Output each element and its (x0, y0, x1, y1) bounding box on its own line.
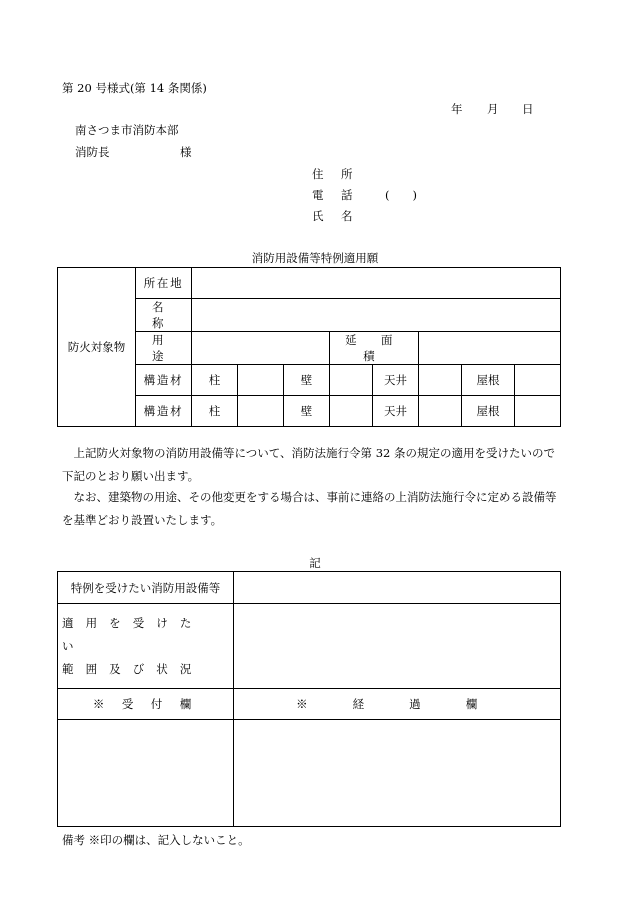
address-label: 住 所 (312, 167, 360, 181)
ceiling-field[interactable] (419, 365, 462, 396)
scope-label (58, 604, 234, 689)
pillar-label: 柱 (192, 396, 238, 427)
material-label: 構造材 (136, 365, 192, 396)
wall-field[interactable] (330, 396, 373, 427)
equipment-field[interactable] (234, 572, 561, 604)
pillar-label: 柱 (192, 365, 238, 396)
name-label: 氏 名 (312, 209, 360, 223)
date-month-label: 月 (487, 102, 499, 116)
roof-field[interactable] (515, 365, 561, 396)
document-title: 消防用設備等特例適用願 (251, 251, 379, 265)
body-paragraph-1: 上記防火対象物の消防用設備等について、消防法施行令第 32 条の規定の適用を受けたいので下記のとおり願い出ます。 (62, 446, 555, 483)
scope-label-line1: 適用を受けたい (62, 615, 204, 653)
addressee-honorific: 様 (180, 145, 192, 159)
floor-area-field[interactable] (419, 332, 561, 365)
ceiling-label: 天井 (373, 365, 419, 396)
addressee-title: 消防長 (75, 145, 110, 159)
date-day-label: 日 (522, 102, 534, 116)
details-table (57, 571, 561, 827)
ceiling-label: 天井 (373, 396, 419, 427)
roof-field[interactable] (515, 396, 561, 427)
use-label: 用 途 (136, 332, 192, 365)
scope-label-line2: 範囲及び状況 (62, 661, 204, 676)
wall-label: 壁 (284, 396, 330, 427)
roof-label: 屋根 (462, 396, 515, 427)
property-name-label: 名 称 (136, 299, 192, 332)
reception-label: ※ 受 付 欄 (58, 689, 234, 720)
roof-label: 屋根 (462, 365, 515, 396)
wall-label: 壁 (284, 365, 330, 396)
equipment-label: 特例を受けたい消防用設備等 (58, 572, 234, 604)
addressee-org: 南さつま市消防本部 (75, 123, 179, 137)
property-name-field[interactable] (192, 299, 561, 332)
location-label: 所在地 (136, 268, 192, 299)
location-field[interactable] (192, 268, 561, 299)
body-paragraph-2: なお、建築物の用途、その他変更をする場合は、事前に連絡の上消防法施行令に定める設備等を基準どおり設置いたします。 (62, 490, 557, 527)
scope-field[interactable] (234, 604, 561, 689)
property-group-label: 防火対象物 (58, 268, 136, 427)
pillar-field[interactable] (238, 396, 284, 427)
wall-field[interactable] (330, 365, 373, 396)
ki-heading: 記 (309, 556, 321, 570)
form-number: 第 20 号様式(第 14 条関係) (62, 81, 207, 95)
phone-label: 電 話 (312, 188, 360, 202)
date-year-label: 年 (451, 102, 463, 116)
remarks: 備考 ※印の欄は、記入しないこと。 (62, 833, 250, 847)
property-table (57, 267, 561, 427)
progress-field[interactable] (234, 720, 561, 827)
progress-label: ※ 経 過 欄 (234, 689, 561, 720)
material-label: 構造材 (136, 396, 192, 427)
use-field[interactable] (192, 332, 330, 365)
floor-area-label: 延 面 積 (330, 332, 419, 365)
phone-parens: ( ) (385, 188, 417, 202)
pillar-field[interactable] (238, 365, 284, 396)
reception-field[interactable] (58, 720, 234, 827)
ceiling-field[interactable] (419, 396, 462, 427)
